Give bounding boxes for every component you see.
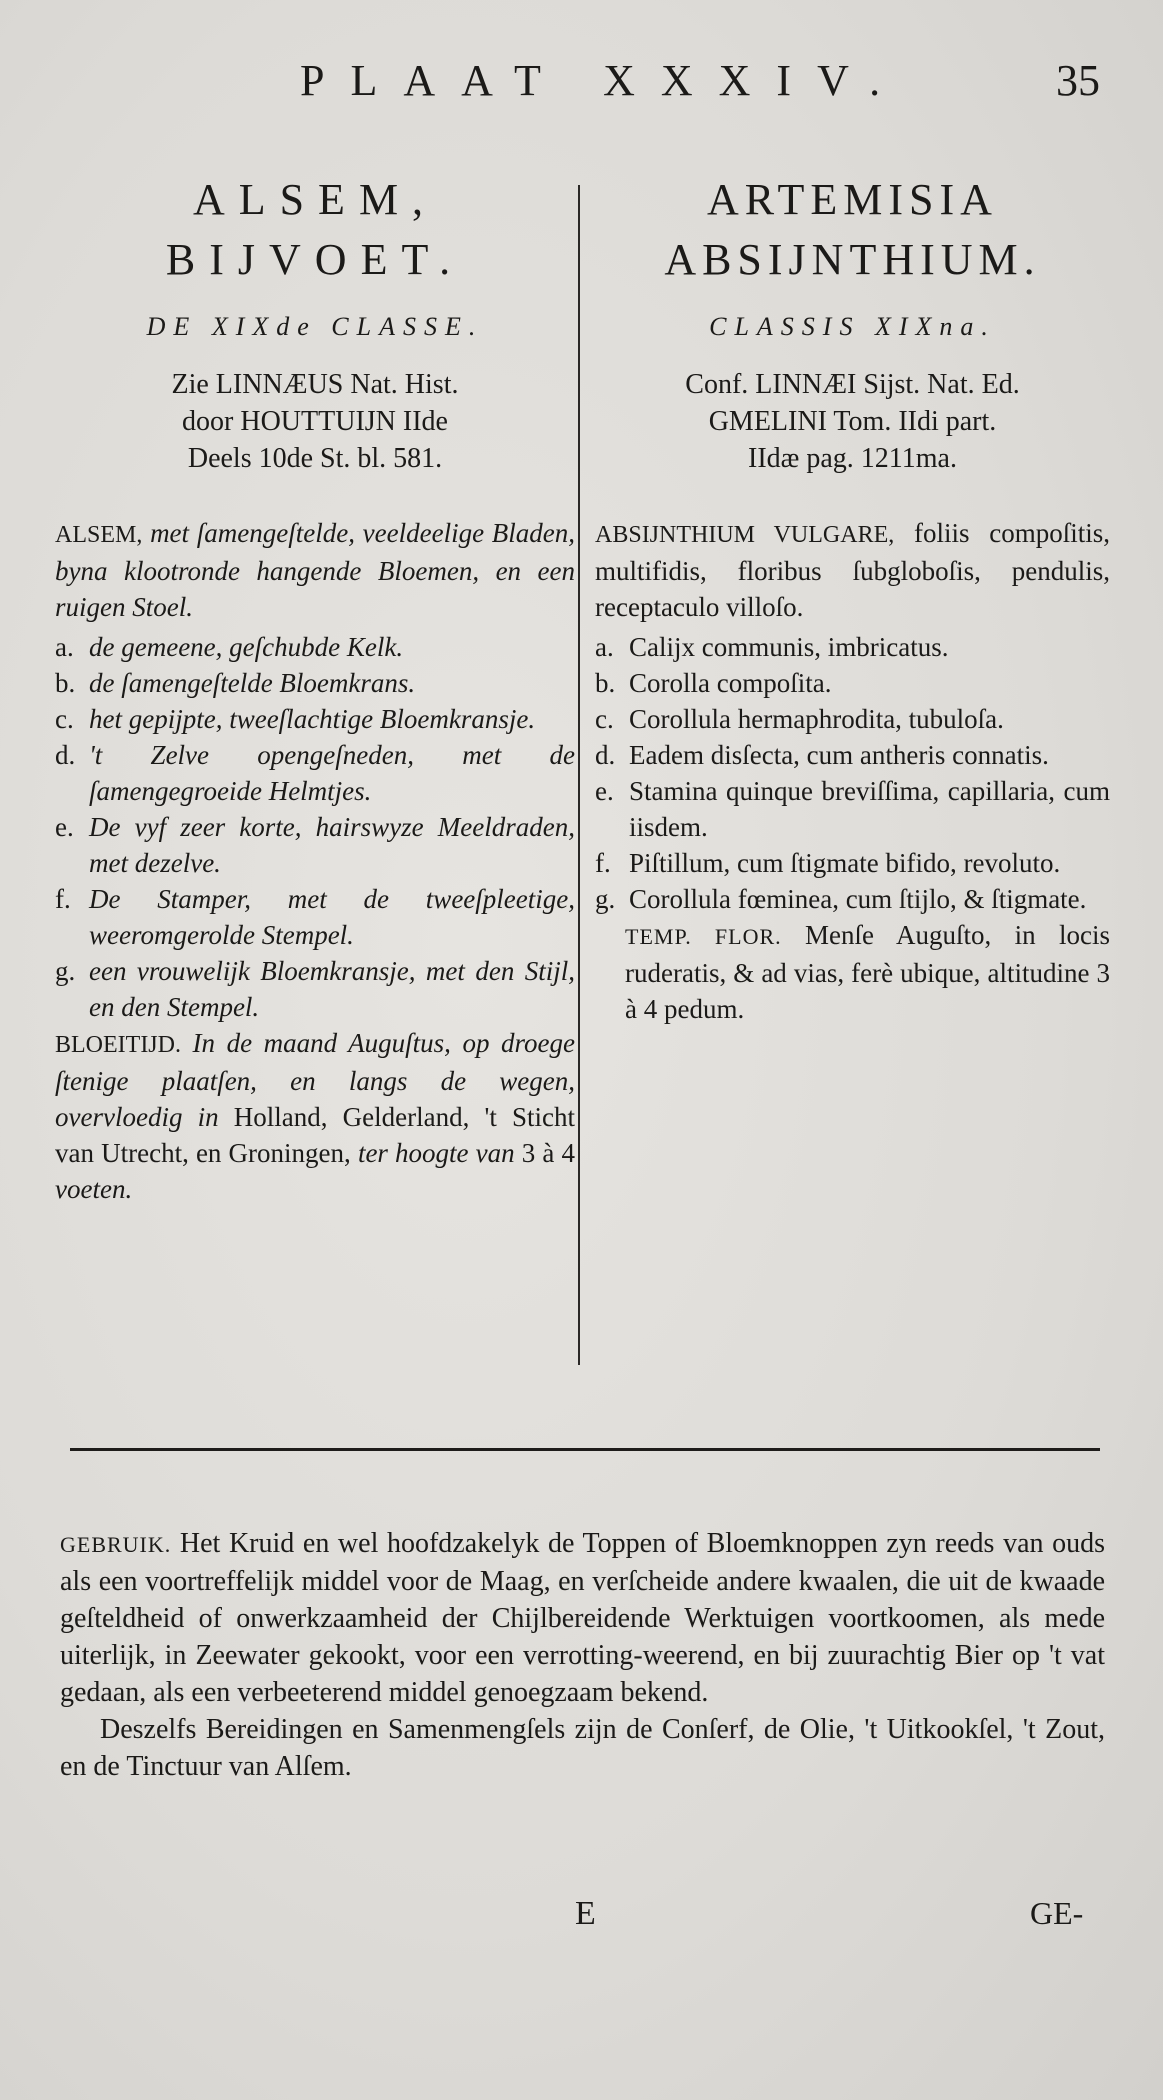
latin-name-line1: ARTEMISIA xyxy=(707,175,998,224)
legend-label: b. xyxy=(55,668,76,698)
page-header xyxy=(300,55,1100,115)
legend-item xyxy=(595,845,1110,881)
dutch-name-line2: BIJVOET. xyxy=(165,235,465,284)
legend-item xyxy=(55,953,575,1025)
legend-label: g. xyxy=(595,884,616,914)
legend-label: e. xyxy=(595,776,614,806)
legend-label: c. xyxy=(55,704,74,734)
latin-figure-legend xyxy=(595,629,1110,917)
dutch-ref-line3: Deels 10de St. bl. 581. xyxy=(187,443,443,474)
bloei-places: Holland, Gelderland, 't Sticht van Utrecht, en Groningen, xyxy=(55,1102,576,1168)
legend-text: Calijx communis, imbricatus. xyxy=(629,632,949,662)
legend-item xyxy=(55,665,575,701)
legend-label: g. xyxy=(55,956,76,986)
page-number: 35 xyxy=(1056,56,1100,105)
legend-text: 't Zelve opengeſneden, met de ſamengegroeide Helmtjes. xyxy=(89,740,575,806)
bloei-text-1: In de maand Auguſtus, op droege ſtenige plaatſen, en langs de wegen, overvloedig in xyxy=(55,1028,576,1132)
legend-label: a. xyxy=(595,632,614,662)
dutch-flowering-time xyxy=(55,1025,575,1207)
legend-text: Stamina quinque breviſſima, capillaria, cum iisdem. xyxy=(629,776,1110,842)
dutch-desc-text: met ſamengeſtelde, veeldeelige Bladen, byna klootronde hangende Bloemen, en een ruigen Stoel. xyxy=(55,518,576,622)
legend-item xyxy=(595,773,1110,845)
legend-label: f. xyxy=(595,848,611,878)
legend-label: e. xyxy=(55,812,74,842)
bloei-lead: BLOEITIJD. xyxy=(55,1032,181,1058)
legend-label: f. xyxy=(55,884,71,914)
legend-item xyxy=(595,629,1110,665)
usage-lead: GEBRUIK. xyxy=(60,1532,172,1557)
dutch-description xyxy=(55,515,575,625)
legend-item xyxy=(55,809,575,881)
column-divider xyxy=(578,185,580,1365)
legend-label: d. xyxy=(55,740,76,770)
legend-text: Corollula hermaphrodita, tubuloſa. xyxy=(629,704,1004,734)
latin-class-line: CLASSIS XIXna. xyxy=(709,312,996,341)
latin-description xyxy=(595,515,1110,625)
latin-name-line2: ABSIJNTHIUM. xyxy=(664,235,1041,284)
legend-text: het gepijpte, tweeſlachtige Bloemkransje. xyxy=(89,704,536,734)
legend-label: b. xyxy=(595,668,616,698)
latin-desc-text: foliis compoſitis, multifidis, floribus ſubgloboſis, pendulis, receptaculo villoſo. xyxy=(595,518,1110,622)
legend-label: d. xyxy=(595,740,616,770)
legend-text: de ſamengeſtelde Bloemkrans. xyxy=(89,668,416,698)
usage-paragraph-2: Deszelfs Bereidingen en Samenmengſels zijn de Conſerf, de Olie, 't Uitkookſel, 't Zout, en de Tinctuur van Alſem. xyxy=(60,1714,1105,1782)
dutch-column xyxy=(55,170,575,1207)
bloei-height: 3 à 4 xyxy=(521,1138,576,1168)
legend-text: De vyf zeer korte, hairswyze Meeldraden, met dezelve. xyxy=(89,812,575,878)
temp-text: Menſe Auguſto, in locis ruderatis, & ad vias, ferè ubique, altitudine 3 à 4 pedum. xyxy=(625,920,1110,1024)
dutch-class-line: DE XIXde CLASSE. xyxy=(146,312,484,341)
dutch-name-line1: ALSEM, xyxy=(192,175,438,224)
legend-item xyxy=(595,881,1110,917)
dutch-desc-lead: ALSEM, xyxy=(55,522,143,548)
signature-mark: E xyxy=(575,1895,596,1932)
legend-text: Corollula fœminea, cum ſtijlo, & ſtigmate. xyxy=(629,884,1087,914)
usage-section xyxy=(60,1525,1105,1785)
legend-item xyxy=(55,629,575,665)
latin-ref-line1: Conf. LINNÆI Sijst. Nat. Ed. xyxy=(685,369,1020,400)
latin-flowering-time xyxy=(595,917,1110,1027)
dutch-ref-line1: Zie LINNÆUS Nat. Hist. xyxy=(171,369,459,400)
bloei-text-3: voeten. xyxy=(55,1174,133,1204)
legend-item xyxy=(55,881,575,953)
plate-title: PLAAT XXXIV. xyxy=(300,56,907,105)
legend-text: Piſtillum, cum ſtigmate bifido, revoluto. xyxy=(629,848,1061,878)
legend-text: Corolla compoſita. xyxy=(629,668,832,698)
latin-column xyxy=(595,170,1110,1027)
legend-text: de gemeene, geſchubde Kelk. xyxy=(89,632,404,662)
legend-item xyxy=(595,665,1110,701)
dutch-figure-legend xyxy=(55,629,575,1025)
latin-ref-line3: IIdæ pag. 1211ma. xyxy=(748,443,957,474)
legend-item xyxy=(55,737,575,809)
bloei-text-2: ter hoogte van xyxy=(357,1138,515,1168)
legend-text: De Stamper, met de tweeſpleetige, weeromgerolde Stempel. xyxy=(89,884,575,950)
section-rule xyxy=(70,1448,1100,1451)
legend-label: c. xyxy=(595,704,614,734)
dutch-reference xyxy=(55,366,575,477)
latin-reference xyxy=(595,366,1110,477)
legend-item xyxy=(595,701,1110,737)
dutch-ref-line2: door HOUTTUIJN IIde xyxy=(182,406,448,437)
usage-paragraph-1 xyxy=(60,1525,1105,1711)
temp-lead: TEMP. FLOR. xyxy=(625,924,782,949)
legend-item xyxy=(595,737,1110,773)
legend-item xyxy=(55,701,575,737)
usage-text: Het Kruid en wel hoofdzakelyk de Toppen of Bloemknoppen zyn reeds van ouds als een voortreffelijk middel voor de Maag, en verſcheide andere kwaalen, die uit de kwaade geſteldheid of onwerkzaamheid der Chijlbereidende Werktuigen voortkoomen, als mede uiterlijk, in Zeewater gekookt, voor een verrotting-weerend, en bij zuurachtig Bier op 't vat gedaan, als een verbeeterend middel genoegzaam bekend. xyxy=(60,1528,1106,1708)
legend-label: a. xyxy=(55,632,74,662)
latin-ref-line2: GMELINI Tom. IIdi part. xyxy=(708,406,997,437)
latin-desc-lead: ABSIJNTHIUM VULGARE, xyxy=(595,522,895,548)
legend-text: een vrouwelijk Bloemkransje, met den Stijl, en den Stempel. xyxy=(89,956,575,1022)
legend-text: Eadem disſecta, cum antheris connatis. xyxy=(629,740,1049,770)
catchword: GE- xyxy=(1030,1895,1084,1931)
